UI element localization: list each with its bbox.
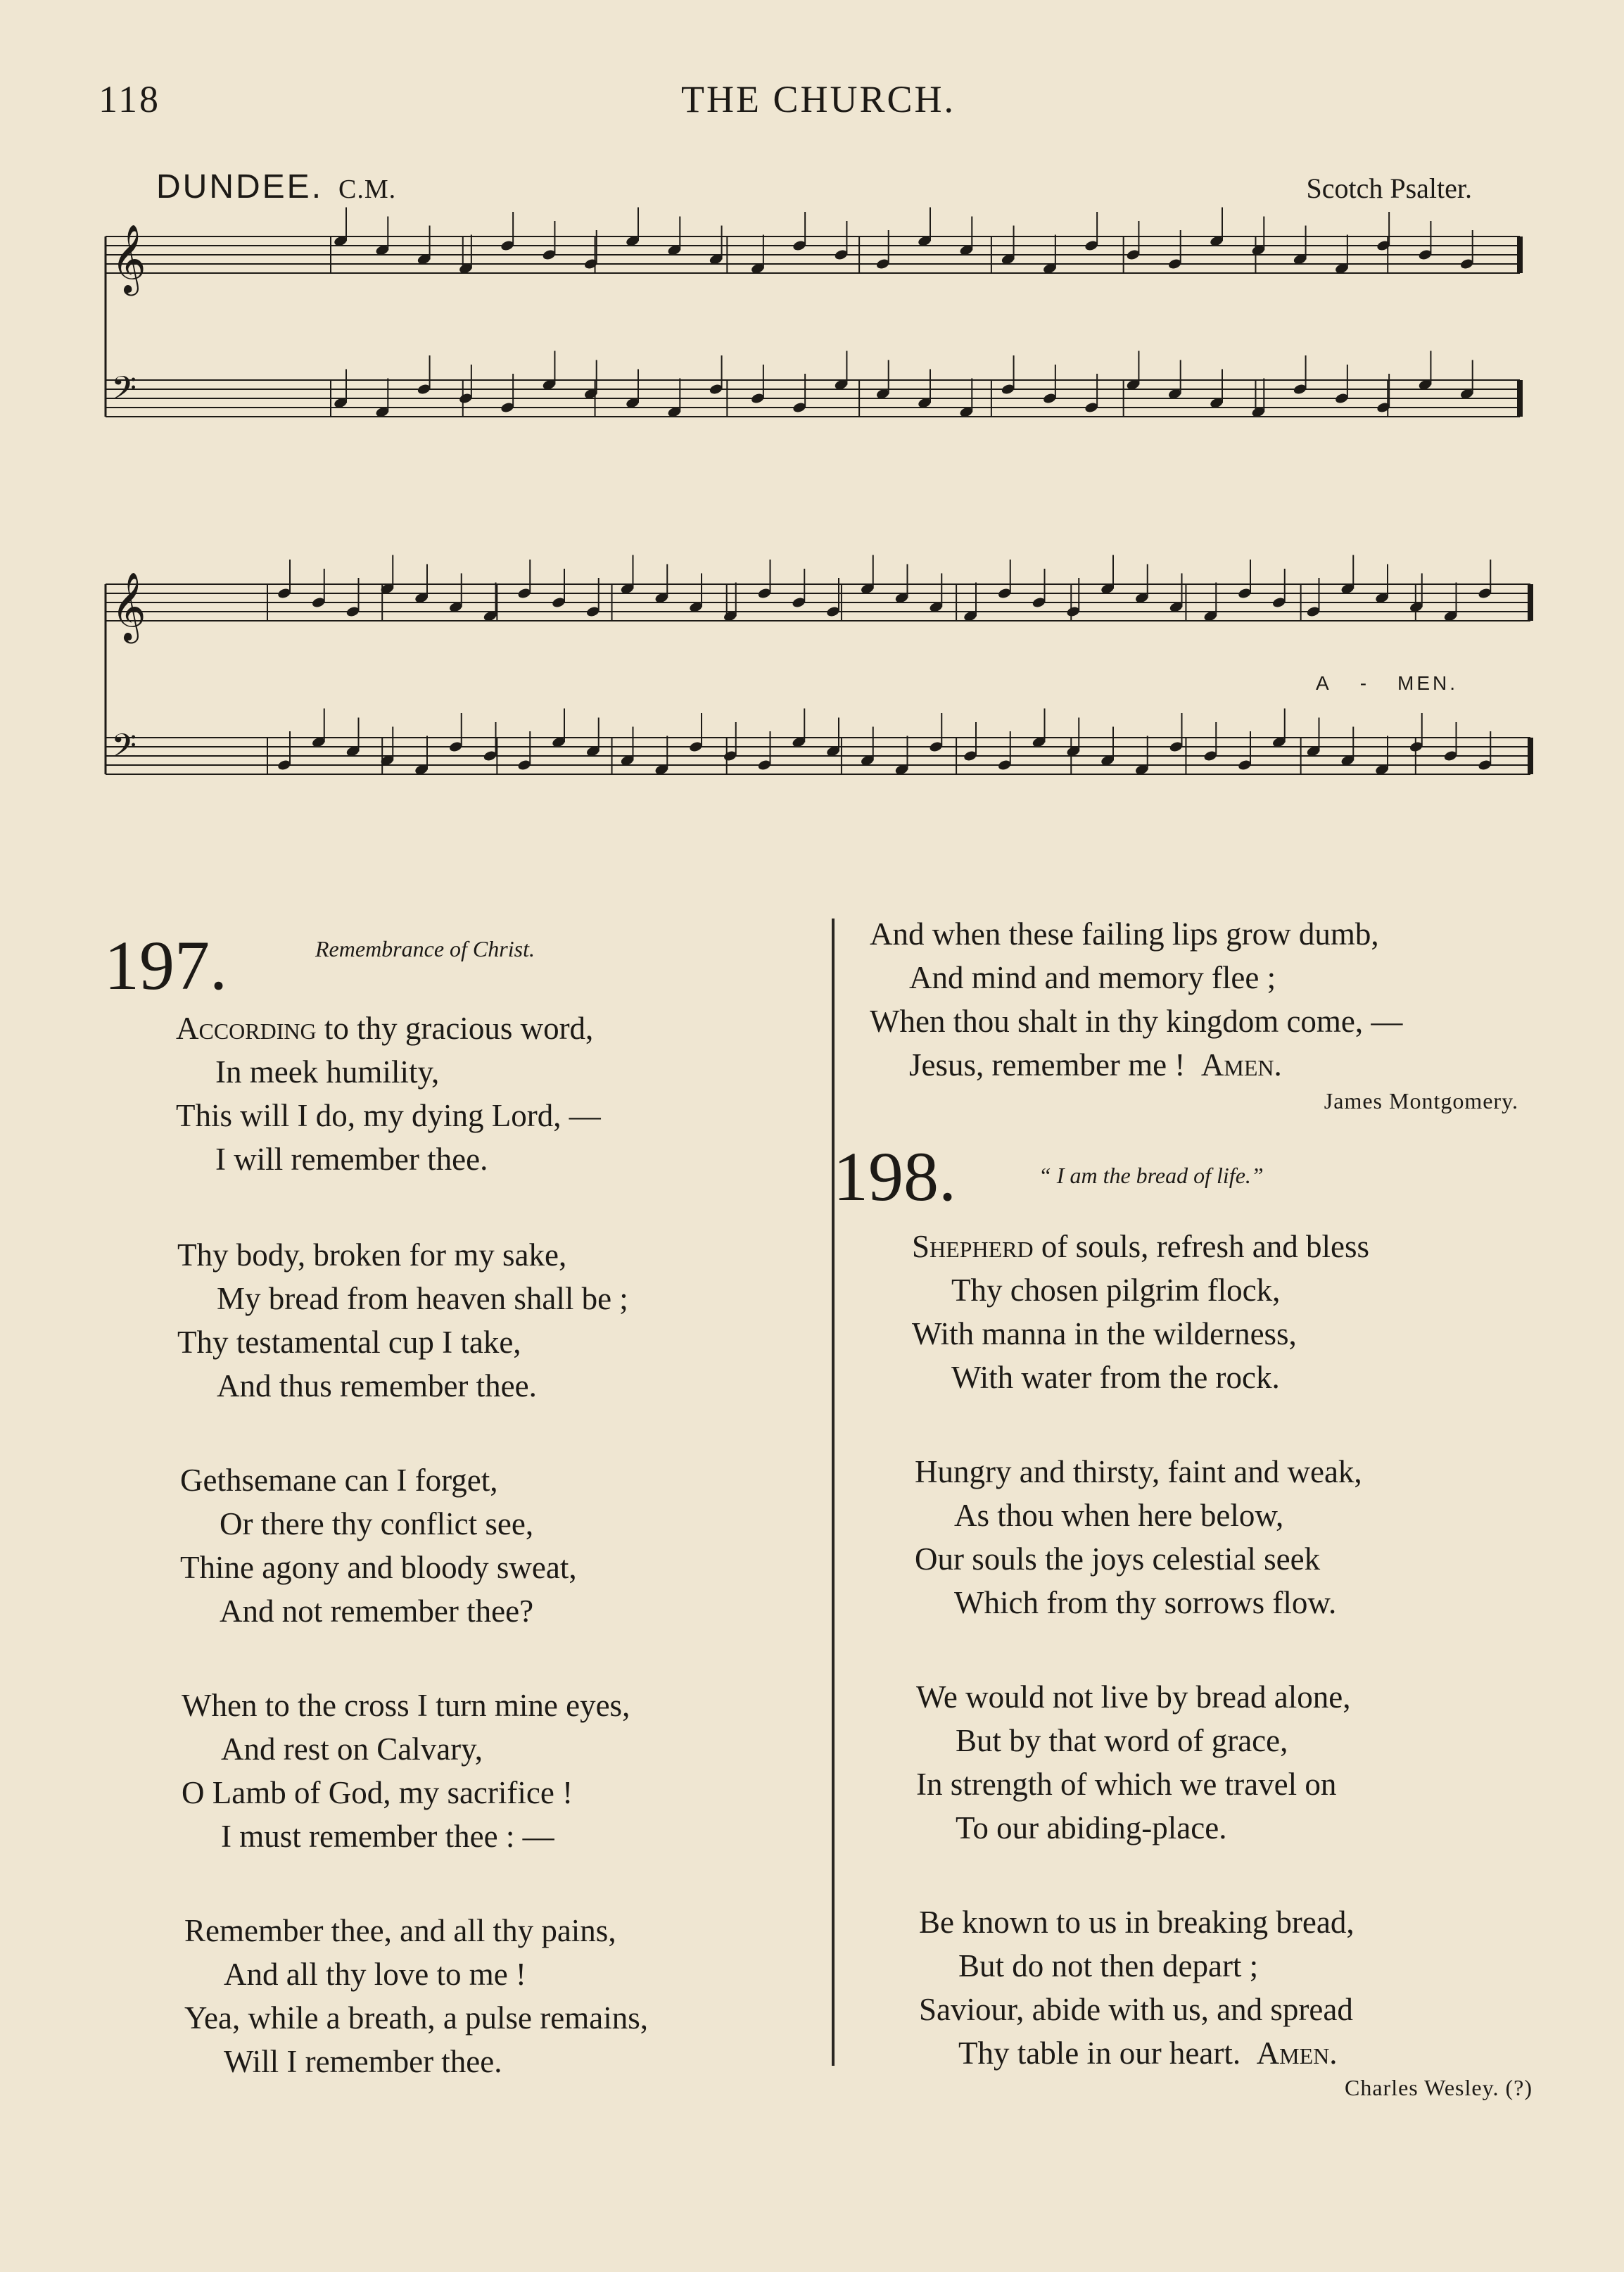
- bass-clef-icon: 𝄢: [111, 727, 137, 773]
- verse-line: Hungry and thirsty, faint and weak,: [915, 1454, 1362, 1489]
- stanza: [182, 1684, 630, 1858]
- stanza: [916, 1675, 1350, 1850]
- verse-line: Thy testamental cup I take,: [177, 1325, 521, 1360]
- verse-line: Remember thee, and all thy pains,: [184, 1913, 616, 1948]
- verse-line: With water from the rock.: [951, 1360, 1280, 1395]
- tune-meter: C.M.: [338, 175, 397, 204]
- verse-line: And mind and memory flee ;: [909, 960, 1276, 995]
- first-word: According: [176, 1011, 317, 1046]
- verse-line: And rest on Calvary,: [221, 1731, 483, 1767]
- verse-line: And thus remember thee.: [217, 1368, 537, 1403]
- verse-line: Will I remember thee.: [224, 2044, 502, 2079]
- treble-clef-icon: 𝄞: [111, 572, 146, 640]
- verse-line: This will I do, my dying Lord, —: [176, 1098, 601, 1133]
- verse-line: My bread from heaven shall be ;: [217, 1281, 628, 1316]
- verse-line: Our souls the joys celestial seek: [915, 1541, 1321, 1577]
- tune-name-text: DUNDEE.: [156, 168, 324, 206]
- music-score: [0, 0, 1624, 845]
- bass-clef-icon: 𝄢: [111, 370, 137, 415]
- stanza: [176, 1006, 601, 1181]
- verse-line: Thy chosen pilgrim flock,: [951, 1273, 1281, 1308]
- author-credit: Charles Wesley. (?): [1345, 2075, 1533, 2100]
- amen: Amen.: [1256, 2036, 1338, 2071]
- verse-line-text: of souls, refresh and bless: [1033, 1229, 1369, 1264]
- verse-line-text: to thy gracious word,: [316, 1011, 594, 1046]
- verse-line: [870, 1043, 1402, 1087]
- verse-line: [912, 1225, 1369, 1268]
- stanza: [912, 1225, 1369, 1399]
- amen-syllable: -: [1359, 672, 1370, 694]
- verse-line: [919, 2031, 1355, 2075]
- verse-line: In meek humility,: [215, 1054, 440, 1090]
- verse-line: And when these failing lips grow dumb,: [870, 916, 1379, 952]
- verse-line: I will remember thee.: [215, 1142, 488, 1177]
- verse-line: Be known to us in breaking bread,: [919, 1905, 1355, 1940]
- verse-line: Thy body, broken for my sake,: [177, 1237, 567, 1273]
- tune-composer: Scotch Psalter.: [1306, 172, 1472, 204]
- stanza: [870, 912, 1402, 1087]
- verse-line: And all thy love to me !: [224, 1957, 526, 1992]
- verse-line: To our abiding-place.: [956, 1810, 1227, 1845]
- page-number: 118: [99, 78, 160, 120]
- verse-line: When thou shalt in thy kingdom come, —: [870, 1004, 1403, 1039]
- amen-syllable: MEN.: [1397, 672, 1459, 694]
- treble-clef-icon: 𝄞: [111, 224, 146, 293]
- verse-line: When to the cross I turn mine eyes,: [182, 1688, 630, 1723]
- hymn-title: Remembrance of Christ.: [315, 936, 535, 961]
- stanza: [915, 1450, 1362, 1624]
- verse-line: Gethsemane can I forget,: [180, 1463, 498, 1498]
- verse-line: We would not live by bread alone,: [916, 1679, 1351, 1715]
- verse-line: But by that word of grace,: [956, 1723, 1288, 1758]
- stanza: [184, 1909, 648, 2083]
- verse-line: Thine agony and bloody sweat,: [180, 1550, 577, 1585]
- stanza: [919, 1900, 1355, 2075]
- verse-line: With manna in the wilderness,: [912, 1316, 1297, 1351]
- amen: Amen.: [1200, 1047, 1282, 1083]
- verse-line: Or there thy conflict see,: [220, 1506, 534, 1541]
- verse-line: Saviour, abide with us, and spread: [919, 1992, 1353, 2027]
- hymn-title: “ I am the bread of life.”: [1039, 1163, 1264, 1188]
- hymn-number: 197.: [104, 926, 227, 1004]
- verse-line: In strength of which we travel on: [916, 1767, 1337, 1802]
- verse-line: O Lamb of God, my sacrifice !: [182, 1775, 573, 1810]
- verse-line: Yea, while a breath, a pulse remains,: [184, 2000, 648, 2036]
- verse-line: And not remember thee?: [220, 1593, 534, 1629]
- column-divider: [832, 919, 835, 2066]
- running-head: THE CHURCH.: [681, 78, 956, 120]
- verse-line-text: Thy table in our heart.: [958, 2036, 1241, 2071]
- verse-line: But do not then depart ;: [958, 1948, 1259, 1983]
- stanza: [177, 1233, 628, 1408]
- amen-lyric: [1316, 672, 1486, 695]
- first-word: Shepherd: [912, 1229, 1034, 1264]
- hymn-number: 198.: [833, 1137, 956, 1216]
- verse-line: [176, 1006, 601, 1050]
- author-credit: James Montgomery.: [1324, 1088, 1518, 1113]
- verse-line: I must remember thee : —: [221, 1819, 554, 1854]
- stanza: [180, 1458, 577, 1633]
- verse-line: Which from thy sorrows flow.: [954, 1585, 1337, 1620]
- verse-line-text: Jesus, remember me !: [909, 1047, 1186, 1083]
- amen-syllable: A: [1316, 672, 1332, 694]
- verse-line: As thou when here below,: [954, 1498, 1284, 1533]
